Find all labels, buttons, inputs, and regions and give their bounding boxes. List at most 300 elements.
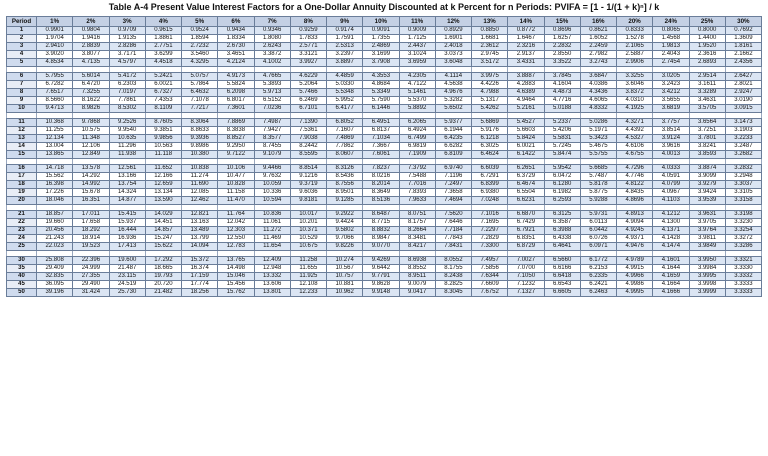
factor-cell: 4.6389 (508, 89, 544, 97)
factor-cell: 8.0216 (363, 173, 399, 181)
factor-cell: 3.6046 (617, 81, 653, 89)
factor-cell: 0.8696 (544, 27, 580, 35)
factor-cell: 3.6048 (435, 59, 471, 67)
factor-cell: 1.6467 (508, 35, 544, 43)
factor-cell: 9.7632 (254, 173, 290, 181)
factor-cell: 8.8514 (290, 165, 326, 173)
factor-cell: 7.8237 (363, 165, 399, 173)
factor-cell: 5.5348 (327, 89, 363, 97)
factor-cell: 4.6065 (580, 97, 616, 105)
period-cell: 40 (7, 273, 37, 281)
factor-cell: 1.8080 (254, 35, 290, 43)
period-cell: 4 (7, 51, 37, 59)
factor-cell: 11.158 (218, 189, 254, 197)
factor-cell: 6.3988 (544, 227, 580, 235)
factor-cell: 1.9813 (653, 43, 689, 51)
factor-cell: 12.409 (254, 257, 290, 265)
table-row (7, 227, 762, 235)
factor-cell: 18.665 (145, 265, 181, 273)
factor-cell: 6.0021 (145, 81, 181, 89)
factor-cell: 27.355 (73, 273, 109, 281)
factor-cell: 7.3300 (472, 243, 508, 251)
factor-cell: 4.0013 (653, 151, 689, 159)
factor-cell: 10.635 (109, 135, 145, 143)
table-row (7, 135, 762, 143)
factor-cell: 6.6543 (544, 281, 580, 289)
factor-cell: 2.4018 (435, 43, 471, 51)
factor-cell: 5.6603 (508, 127, 544, 135)
factor-cell: 12.948 (254, 265, 290, 273)
factor-cell: 16.374 (182, 265, 218, 273)
factor-cell: 5.7590 (363, 97, 399, 105)
factor-cell: 5.6502 (435, 105, 471, 113)
factor-cell: 10.201 (290, 219, 326, 227)
factor-cell: 6.0726 (580, 235, 616, 243)
factor-cell: 9.1079 (254, 151, 290, 159)
factor-cell: 0.8772 (508, 27, 544, 35)
factor-cell: 8.1109 (145, 105, 181, 113)
factor-cell: 14.094 (182, 243, 218, 251)
factor-cell: 4.1664 (653, 281, 689, 289)
factor-cell: 4.9995 (617, 289, 653, 297)
factor-cell: 10.575 (73, 127, 109, 135)
factor-cell: 3.0205 (653, 73, 689, 81)
factor-cell: 7.7016 (399, 181, 435, 189)
factor-cell: 4.9245 (617, 227, 653, 235)
factor-cell: 8.5302 (109, 105, 145, 113)
factor-cell: 3.7908 (363, 59, 399, 67)
factor-cell: 9.0417 (399, 289, 435, 297)
factor-cell: 6.7327 (145, 89, 181, 97)
factor-cell: 5.4206 (544, 127, 580, 135)
factor-cell: 9.7122 (218, 151, 254, 159)
factor-cell: 5.5831 (544, 135, 580, 143)
factor-cell: 5.9288 (580, 197, 616, 205)
factor-cell: 3.8874 (689, 165, 725, 173)
period-cell: 8 (7, 89, 37, 97)
factor-cell: 6.2463 (580, 289, 616, 297)
factor-cell: 2.8286 (109, 43, 145, 51)
factor-cell: 5.9731 (580, 211, 616, 219)
factor-cell: 4.3295 (182, 59, 218, 67)
factor-cell: 12.303 (218, 227, 254, 235)
period-cell: 35 (7, 265, 37, 273)
factor-cell: 7.6609 (472, 281, 508, 289)
factor-cell: 11.118 (145, 151, 181, 159)
factor-cell: 3.2423 (653, 81, 689, 89)
factor-cell: 5.4262 (472, 105, 508, 113)
factor-cell: 8.5660 (37, 97, 73, 105)
factor-cell: 19.523 (73, 243, 109, 251)
factor-cell: 0.7692 (725, 27, 761, 35)
factor-cell: 15.415 (109, 211, 145, 219)
factor-cell: 3.3158 (725, 197, 761, 205)
factor-cell: 5.7955 (37, 73, 73, 81)
factor-cell: 7.6061 (363, 151, 399, 159)
factor-cell: 18.292 (73, 227, 109, 235)
table-row (7, 265, 762, 273)
factor-cell: 5.8178 (580, 181, 616, 189)
factor-cell: 11.764 (218, 211, 254, 219)
factor-cell: 31.424 (73, 289, 109, 297)
header-rate: 6% (218, 17, 254, 27)
factor-cell: 3.6299 (145, 51, 181, 59)
factor-cell: 13.865 (37, 151, 73, 159)
factor-cell: 4.8435 (617, 189, 653, 197)
factor-cell: 29.409 (37, 265, 73, 273)
factor-cell: 7.8869 (218, 119, 254, 127)
factor-cell: 8.9501 (327, 189, 363, 197)
factor-cell: 5.6685 (580, 165, 616, 173)
factor-cell: 19.793 (145, 273, 181, 281)
factor-cell: 3.9811 (689, 235, 725, 243)
factor-cell: 5.5755 (580, 151, 616, 159)
factor-cell: 2.8550 (544, 51, 580, 59)
factor-cell: 1.9416 (73, 35, 109, 43)
factor-cell: 2.5887 (617, 51, 653, 59)
factor-cell: 7.6752 (472, 289, 508, 297)
factor-cell: 4.8122 (617, 181, 653, 189)
factor-cell: 3.9984 (689, 265, 725, 273)
factor-cell: 3.3333 (725, 281, 761, 289)
table-row (7, 35, 762, 43)
factor-cell: 6.2303 (109, 81, 145, 89)
factor-cell: 4.1371 (653, 227, 689, 235)
factor-cell: 8.9826 (73, 105, 109, 113)
factor-cell: 8.0607 (327, 151, 363, 159)
factor-cell: 4.1114 (435, 73, 471, 81)
factor-cell: 13.489 (182, 227, 218, 235)
factor-cell: 5.0330 (327, 81, 363, 89)
period-cell: 23 (7, 227, 37, 235)
factor-cell: 16.444 (109, 227, 145, 235)
factor-cell: 5.9713 (254, 89, 290, 97)
factor-cell: 3.3333 (725, 289, 761, 297)
factor-cell: 8.6938 (399, 257, 435, 265)
period-cell: 16 (7, 165, 37, 173)
factor-cell: 9.8986 (182, 143, 218, 151)
table-row (7, 127, 762, 135)
factor-cell: 4.0333 (653, 165, 689, 173)
table-row (7, 27, 762, 35)
factor-cell: 8.2438 (435, 273, 471, 281)
factor-cell: 2.9906 (617, 59, 653, 67)
factor-cell: 7.3792 (399, 165, 435, 173)
factor-cell: 7.1909 (399, 151, 435, 159)
factor-cell: 9.4424 (327, 219, 363, 227)
factor-cell: 5.9952 (327, 97, 363, 105)
factor-cell: 4.0591 (653, 173, 689, 181)
factor-cell: 16.351 (73, 197, 109, 205)
factor-cell: 20.720 (145, 281, 181, 289)
factor-cell: 1.7125 (399, 35, 435, 43)
factor-cell: 5.8892 (399, 105, 435, 113)
factor-cell: 18.914 (73, 235, 109, 243)
factor-cell: 4.1212 (653, 211, 689, 219)
factor-cell: 8.5595 (290, 151, 326, 159)
factor-cell: 4.7135 (73, 59, 109, 67)
factor-cell: 7.8431 (435, 243, 471, 251)
factor-cell: 6.3587 (544, 219, 580, 227)
period-cell: 15 (7, 151, 37, 159)
factor-cell: 4.9676 (435, 89, 471, 97)
factor-cell: 12.550 (218, 235, 254, 243)
factor-cell: 10.380 (182, 151, 218, 159)
factor-cell: 7.5620 (435, 211, 471, 219)
factor-cell: 7.3658 (435, 189, 471, 197)
factor-cell: 4.9789 (617, 257, 653, 265)
factor-cell: 6.4632 (182, 89, 218, 97)
factor-cell: 8.1755 (435, 265, 471, 273)
factor-cell: 8.3064 (182, 119, 218, 127)
factor-cell: 4.1644 (653, 265, 689, 273)
table-row (7, 119, 762, 127)
factor-cell: 3.8372 (617, 89, 653, 97)
factor-cell: 13.606 (254, 281, 290, 289)
factor-cell: 3.6564 (689, 119, 725, 127)
factor-cell: 21.487 (109, 265, 145, 273)
factor-cell: 3.7845 (544, 73, 580, 81)
factor-cell: 2.6730 (218, 43, 254, 51)
factor-cell: 3.0190 (725, 97, 761, 105)
factor-cell: 5.7864 (182, 81, 218, 89)
factor-cell: 1.8861 (145, 35, 181, 43)
factor-cell: 9.3719 (290, 181, 326, 189)
factor-cell: 13.799 (182, 235, 218, 243)
factor-cell: 4.6106 (617, 143, 653, 151)
factor-cell: 7.7184 (435, 227, 471, 235)
factor-cell: 7.6517 (37, 89, 73, 97)
factor-cell: 17.011 (73, 211, 109, 219)
factor-cell: 9.0770 (363, 243, 399, 251)
factor-cell: 10.567 (327, 265, 363, 273)
factor-cell: 1.9704 (37, 35, 73, 43)
factor-cell: 15.247 (145, 235, 181, 243)
factor-cell: 3.9995 (689, 273, 725, 281)
table-row (7, 211, 762, 219)
factor-cell: 6.4674 (508, 181, 544, 189)
factor-cell: 6.1772 (580, 257, 616, 265)
factor-cell: 4.9986 (617, 281, 653, 289)
factor-cell: 6.4338 (544, 235, 580, 243)
factor-cell: 11.348 (73, 135, 109, 143)
factor-cell: 5.1317 (472, 97, 508, 105)
factor-cell: 3.7801 (689, 135, 725, 143)
factor-cell: 4.2883 (508, 81, 544, 89)
factor-cell: 6.1944 (435, 127, 471, 135)
factor-cell: 10.881 (327, 281, 363, 289)
factor-cell: 3.3522 (544, 59, 580, 67)
factor-cell: 4.1474 (653, 243, 689, 251)
factor-cell: 1.6052 (580, 35, 616, 43)
factor-cell: 1.7833 (290, 35, 326, 43)
factor-cell: 4.0799 (653, 181, 689, 189)
factor-cell: 3.3037 (725, 181, 761, 189)
factor-cell: 6.4624 (472, 151, 508, 159)
factor-cell: 7.2497 (435, 181, 471, 189)
factor-cell: 3.0915 (725, 105, 761, 113)
factor-cell: 4.8534 (37, 59, 73, 67)
factor-cell: 3.5460 (182, 51, 218, 59)
factor-cell: 7.7217 (182, 105, 218, 113)
factor-cell: 6.7429 (508, 219, 544, 227)
period-cell: 2 (7, 35, 37, 43)
factor-cell: 7.0248 (472, 197, 508, 205)
header-rate: 1% (37, 17, 73, 27)
factor-cell: 7.1327 (508, 289, 544, 297)
factor-cell: 9.2526 (109, 119, 145, 127)
factor-cell: 13.801 (254, 289, 290, 297)
factor-cell: 12.783 (218, 243, 254, 251)
table-row (7, 105, 762, 113)
factor-cell: 6.2469 (290, 97, 326, 105)
factor-cell: 7.4957 (472, 257, 508, 265)
factor-cell: 3.1699 (363, 51, 399, 59)
factor-cell: 9.2950 (218, 143, 254, 151)
factor-cell: 3.9998 (689, 281, 725, 289)
factor-cell: 4.3436 (580, 89, 616, 97)
factor-cell: 5.5824 (218, 81, 254, 89)
factor-cell: 3.9764 (689, 227, 725, 235)
factor-cell: 11.274 (182, 173, 218, 181)
factor-cell: 7.0236 (254, 105, 290, 113)
factor-cell: 7.4353 (145, 97, 181, 105)
factor-cell: 3.4331 (508, 59, 544, 67)
factor-cell: 6.9380 (472, 189, 508, 197)
factor-cell: 3.2487 (725, 143, 761, 151)
header-rate: 2% (73, 17, 109, 27)
factor-cell: 0.8929 (435, 27, 471, 35)
table-row (7, 143, 762, 151)
factor-cell: 4.7988 (472, 89, 508, 97)
factor-cell: 3.3872 (254, 51, 290, 59)
factor-cell: 9.7791 (363, 273, 399, 281)
factor-cell: 4.1925 (617, 105, 653, 113)
factor-cell: 3.9631 (689, 211, 725, 219)
factor-cell: 15.562 (37, 173, 73, 181)
factor-cell: 3.4631 (689, 97, 725, 105)
factor-cell: 5.4172 (109, 73, 145, 81)
factor-cell: 8.5136 (363, 197, 399, 205)
factor-cell: 3.9539 (689, 197, 725, 205)
factor-cell: 1.6901 (435, 35, 471, 43)
factor-cell: 15.622 (145, 243, 181, 251)
factor-cell: 12.108 (290, 281, 326, 289)
period-cell: 10 (7, 105, 37, 113)
factor-cell: 6.0971 (580, 243, 616, 251)
factor-cell: 11.061 (254, 219, 290, 227)
factor-cell: 3.9424 (689, 189, 725, 197)
factor-cell: 3.2233 (725, 135, 761, 143)
header-rate: 25% (689, 17, 725, 27)
factor-cell: 3.4212 (653, 89, 689, 97)
factor-cell: 7.2829 (472, 235, 508, 243)
header-rate: 24% (653, 17, 689, 27)
header-rate: 3% (109, 17, 145, 27)
factor-cell: 8.1622 (73, 97, 109, 105)
factor-cell: 6.6282 (435, 143, 471, 151)
factor-cell: 0.9434 (218, 27, 254, 35)
factor-cell: 1.9520 (689, 43, 725, 51)
factor-cell: 6.2335 (580, 273, 616, 281)
factor-cell: 13.332 (254, 273, 290, 281)
factor-cell: 13.578 (73, 165, 109, 173)
factor-cell: 6.8017 (218, 97, 254, 105)
factor-cell: 5.9377 (435, 119, 471, 127)
factor-cell: 6.3729 (508, 173, 544, 181)
header-rate: 9% (327, 17, 363, 27)
factor-cell: 7.7861 (109, 97, 145, 105)
factor-cell: 3.9999 (689, 289, 725, 297)
factor-cell: 3.3198 (725, 211, 761, 219)
factor-cell: 5.2064 (290, 81, 326, 89)
factor-cell: 13.134 (145, 189, 181, 197)
factor-cell: 2.7232 (182, 43, 218, 51)
factor-cell: 10.836 (254, 211, 290, 219)
factor-cell: 0.9709 (109, 27, 145, 35)
factor-cell: 5.3349 (363, 89, 399, 97)
factor-cell: 0.9174 (327, 27, 363, 35)
factor-cell: 11.296 (109, 143, 145, 151)
factor-cell: 6.4951 (363, 119, 399, 127)
factor-cell: 5.3423 (580, 135, 616, 143)
header-rate: 7% (254, 17, 290, 27)
header-rate: 14% (508, 17, 544, 27)
factor-cell: 5.1971 (580, 127, 616, 135)
factor-cell: 9.6036 (290, 189, 326, 197)
table-row (7, 235, 762, 243)
factor-cell: 6.2065 (399, 119, 435, 127)
factor-cell: 3.3289 (689, 89, 725, 97)
factor-cell: 6.3025 (472, 143, 508, 151)
period-cell: 14 (7, 143, 37, 151)
period-cell: 17 (7, 173, 37, 181)
factor-cell: 1.8334 (218, 35, 254, 43)
factor-cell: 6.8109 (435, 151, 471, 159)
factor-cell: 3.9975 (472, 73, 508, 81)
factor-cell: 9.5802 (327, 227, 363, 235)
factor-cell: 15.937 (109, 219, 145, 227)
factor-cell: 25.808 (37, 257, 73, 265)
factor-cell: 13.004 (37, 143, 73, 151)
factor-cell: 4.9966 (617, 273, 653, 281)
factor-cell: 6.1446 (363, 105, 399, 113)
factor-cell: 4.4859 (327, 73, 363, 81)
factor-cell: 2.6427 (725, 73, 761, 81)
factor-cell: 3.3330 (725, 265, 761, 273)
factor-cell: 1.9135 (109, 35, 145, 43)
header-rate: 5% (182, 17, 218, 27)
factor-cell: 9.9540 (109, 127, 145, 135)
factor-cell: 2.1662 (725, 51, 761, 59)
factor-cell: 4.7296 (617, 165, 653, 173)
factor-cell: 2.7982 (580, 51, 616, 59)
factor-cell: 0.9524 (182, 27, 218, 35)
period-cell: 6 (7, 73, 37, 81)
factor-cell: 4.0967 (653, 189, 689, 197)
factor-cell: 6.5660 (544, 257, 580, 265)
factor-cell: 17.774 (182, 281, 218, 289)
factor-cell: 3.1473 (725, 119, 761, 127)
factor-cell: 8.6487 (363, 211, 399, 219)
factor-cell: 6.7499 (399, 135, 435, 143)
factor-cell: 15.456 (218, 281, 254, 289)
factor-cell: 8.2442 (290, 143, 326, 151)
factor-cell: 14.857 (145, 227, 181, 235)
factor-cell: 3.8593 (689, 151, 725, 159)
factor-cell: 6.7282 (37, 81, 73, 89)
factor-cell: 12.561 (109, 165, 145, 173)
